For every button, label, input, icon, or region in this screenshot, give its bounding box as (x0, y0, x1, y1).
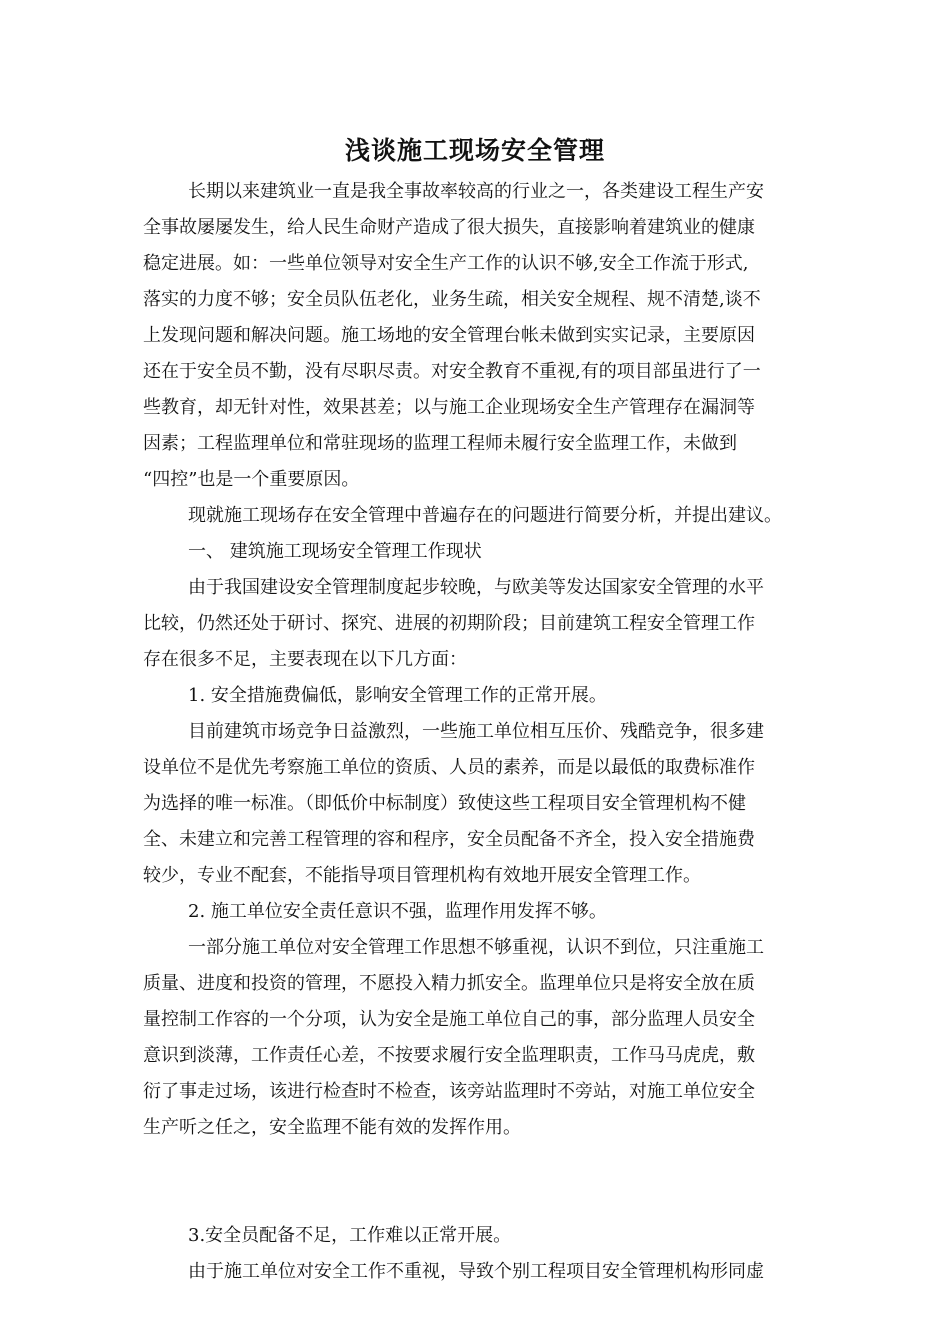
paragraph-line: 现就施工现场存在安全管理中普遍存在的问题进行简要分析，并提出建议。 (188, 505, 782, 526)
paragraph-line: 还在于安全员不勤，没有尽职尽责。对安全教育不重视,有的项目部虽进行了一 (143, 361, 761, 382)
paragraph-line: 由于我国建设安全管理制度起步较晚，与欧美等发达国家安全管理的水平 (188, 577, 764, 598)
document-title: 浅谈施工现场安全管理 (344, 136, 605, 165)
paragraph-line: 些教育，却无针对性，效果甚差；以与施工企业现场安全生产管理存在漏洞等 (143, 397, 755, 418)
section-heading: 一、 建筑施工现场安全管理工作现状 (188, 541, 482, 562)
paragraph-line: 存在很多不足，主要表现在以下几方面： (143, 649, 467, 670)
subsection-heading: 1. 安全措施费偏低，影响安全管理工作的正常开展。 (188, 685, 607, 706)
paragraph-line: 量控制工作容的一个分项，认为安全是施工单位自己的事，部分监理人员安全 (143, 1009, 755, 1030)
subsection-heading: 3.安全员配备不足，工作难以正常开展。 (188, 1225, 512, 1246)
paragraph-line: 落实的力度不够；安全员队伍老化，业务生疏，相关安全规程、规不清楚,谈不 (143, 289, 761, 310)
paragraph-line: “四控”也是一个重要原因。 (143, 469, 360, 490)
subsection-heading: 2. 施工单位安全责任意识不强，监理作用发挥不够。 (188, 901, 607, 922)
paragraph-line: 目前建筑市场竞争日益激烈，一些施工单位相互压价、残酷竞争，很多建 (188, 721, 764, 742)
paragraph-line: 质量、进度和投资的管理，不愿投入精力抓安全。监理单位只是将安全放在质 (143, 973, 755, 994)
paragraph-line: 生产听之任之，安全监理不能有效的发挥作用。 (143, 1117, 521, 1138)
paragraph-line: 一部分施工单位对安全管理工作思想不够重视，认识不到位，只注重施工 (188, 937, 764, 958)
paragraph-line: 比较，仍然还处于研讨、探究、进展的初期阶段；目前建筑工程安全管理工作 (143, 613, 755, 634)
paragraph-line: 全、未建立和完善工程管理的容和程序，安全员配备不齐全，投入安全措施费 (143, 829, 755, 850)
paragraph-line: 长期以来建筑业一直是我全事故率较高的行业之一，各类建设工程生产安 (188, 181, 764, 202)
paragraph-line: 上发现问题和解决问题。施工场地的安全管理台帐未做到实实记录，主要原因 (143, 325, 755, 346)
paragraph-line: 稳定进展。如：一些单位领导对安全生产工作的认识不够,安全工作流于形式, (143, 253, 749, 274)
paragraph-line: 为选择的唯一标准。（即低价中标制度）致使这些工程项目安全管理机构不健 (143, 793, 746, 814)
paragraph-line: 因素；工程监理单位和常驻现场的监理工程师未履行安全监理工作，未做到 (143, 433, 737, 454)
paragraph-line: 衍了事走过场，该进行检查时不检查，该旁站监理时不旁站，对施工单位安全 (143, 1081, 755, 1102)
paragraph-line: 由于施工单位对安全工作不重视，导致个别工程项目安全管理机构形同虚 (188, 1261, 764, 1282)
paragraph-line: 全事故屡屡发生，给人民生命财产造成了很大损失，直接影响着建筑业的健康 (143, 217, 755, 238)
paragraph-line: 设单位不是优先考察施工单位的资质、人员的素养，而是以最低的取费标准作 (143, 757, 755, 778)
paragraph-line: 意识到淡薄，工作责任心差，不按要求履行安全监理职责，工作马马虎虎，敷 (143, 1045, 755, 1066)
paragraph-line: 较少，专业不配套，不能指导项目管理机构有效地开展安全管理工作。 (143, 865, 701, 886)
